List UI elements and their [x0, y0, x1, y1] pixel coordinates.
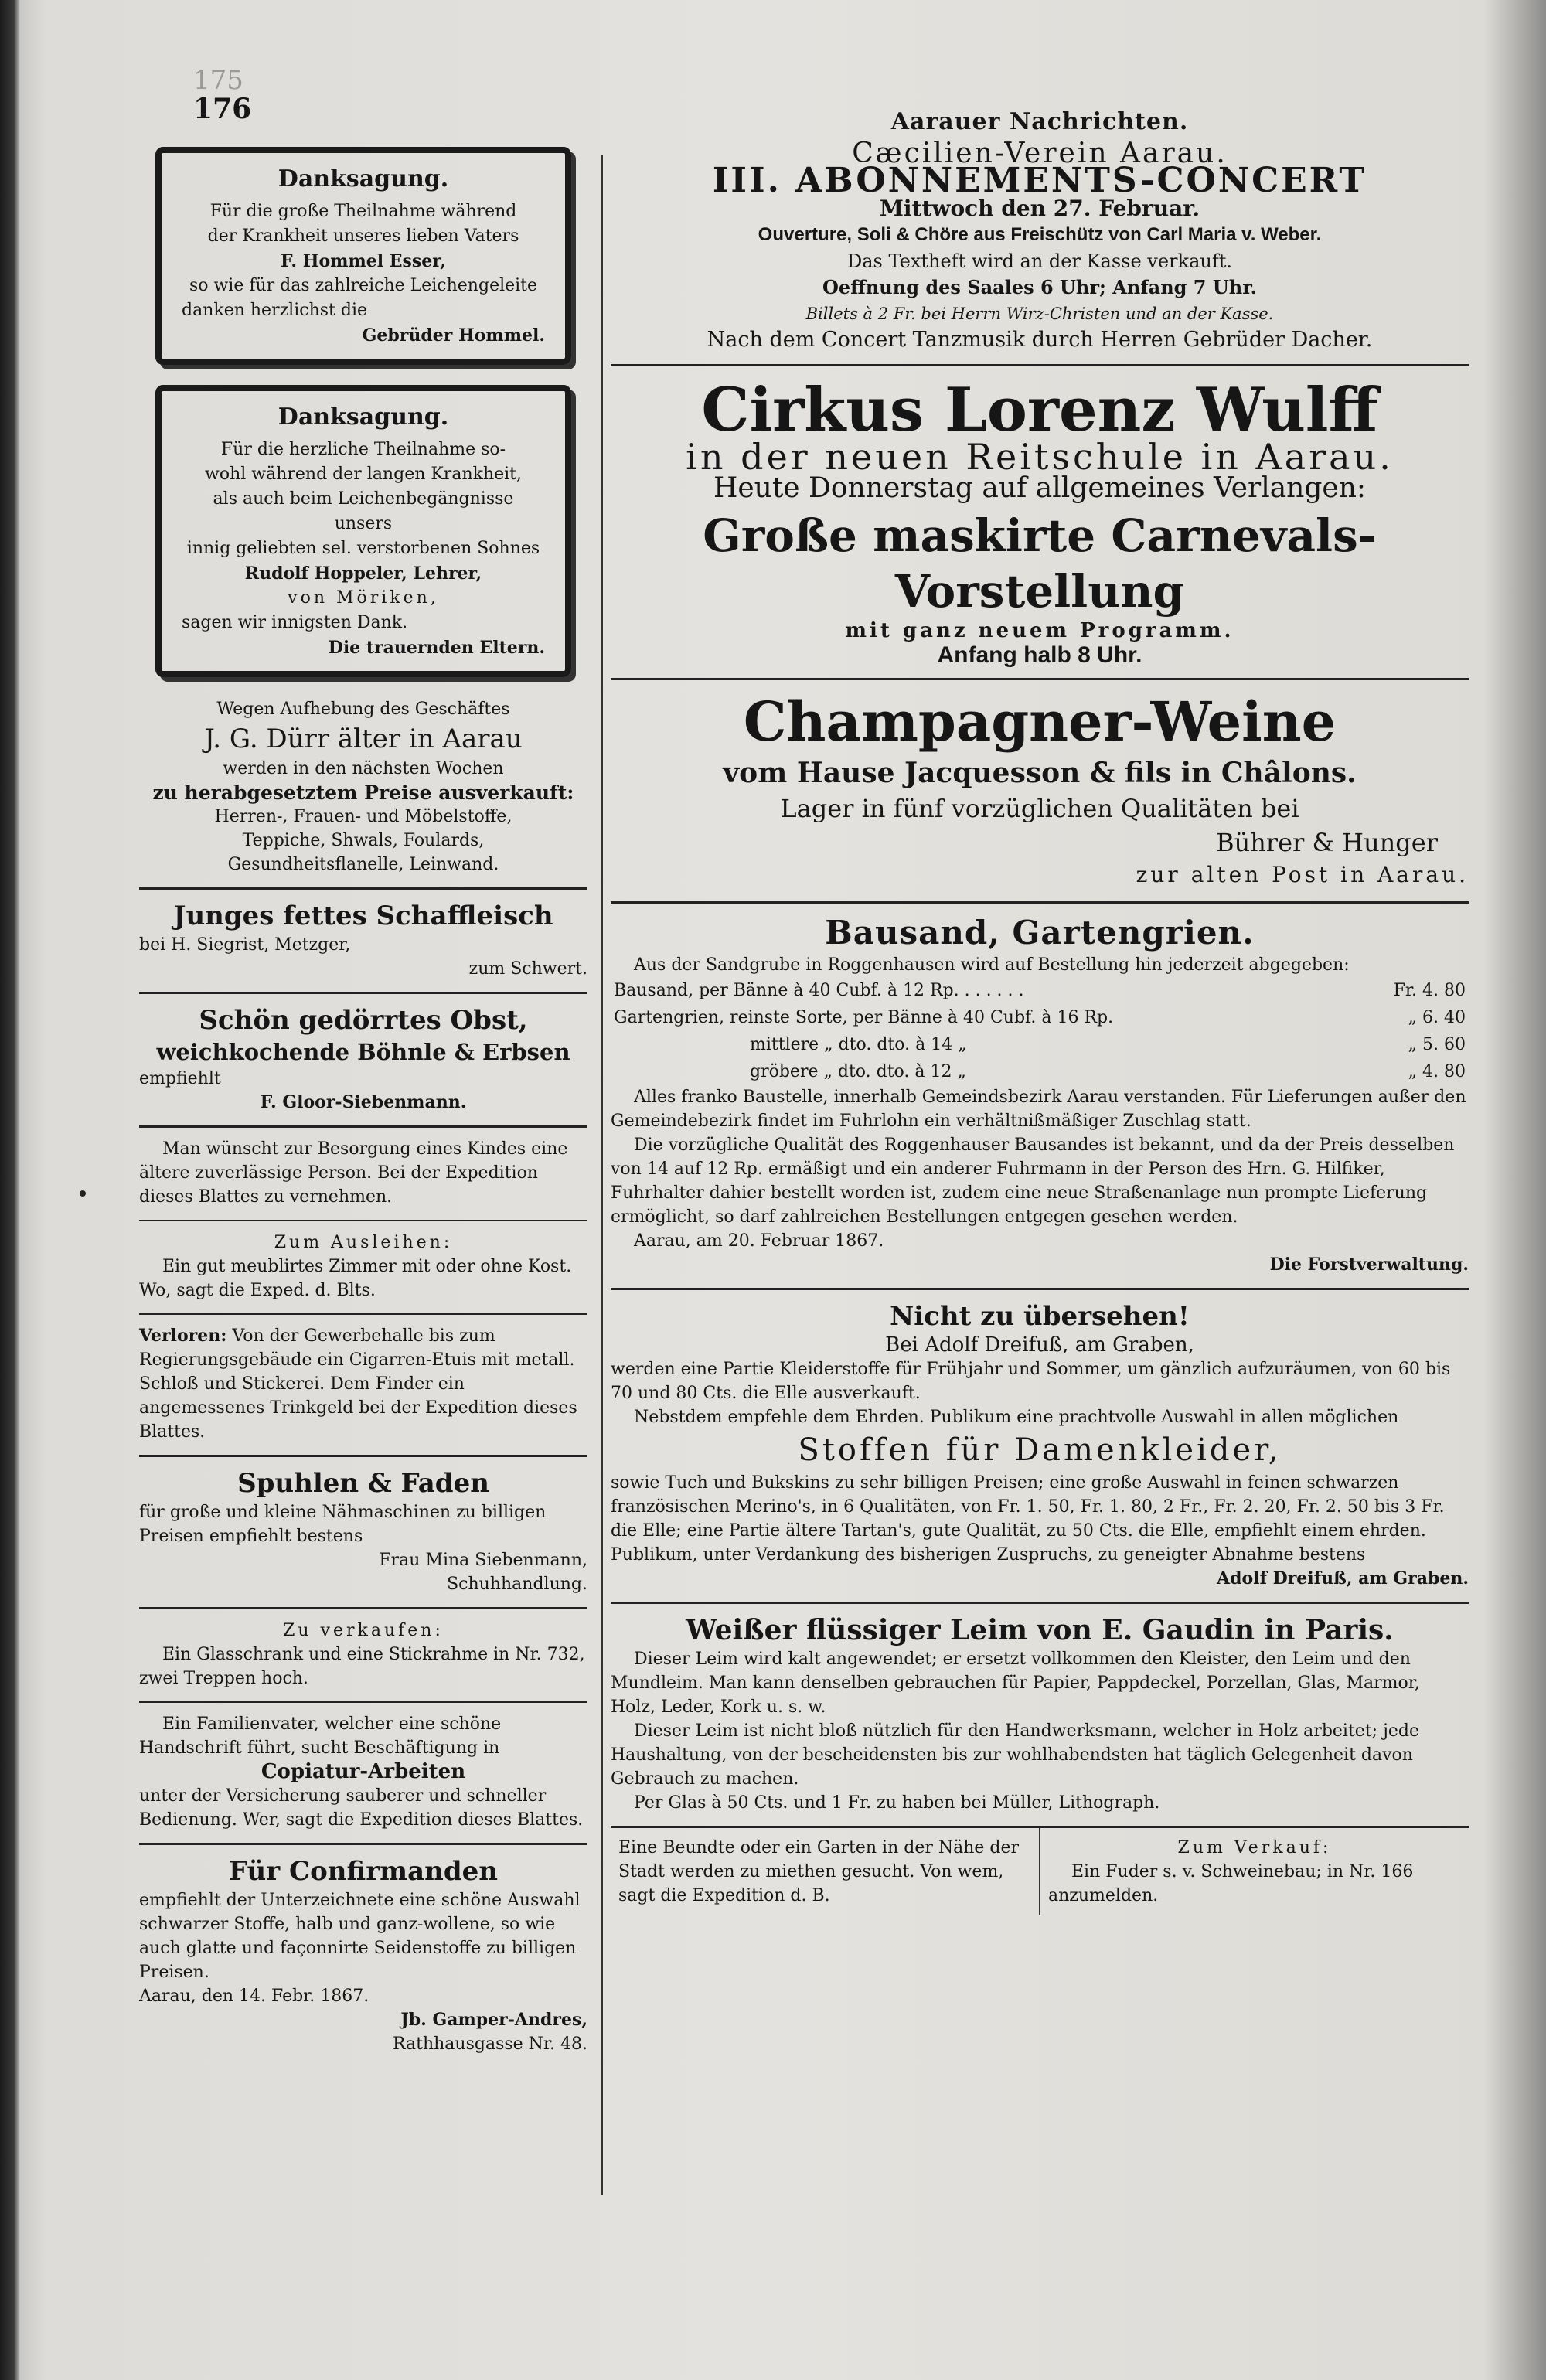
danksagung-line: F. Hommel Esser,: [281, 251, 446, 271]
confirmanden-address: Rathhausgasse Nr. 48.: [392, 2034, 587, 2054]
dreifuss-signature: Adolf Dreifuß, am Graben.: [1217, 1568, 1469, 1588]
ad-duerr: [139, 697, 587, 877]
danksagung-line: Für die herzliche Theilnahme so-: [220, 440, 506, 459]
right-column: [611, 108, 1469, 1915]
ghost-page-number: 175: [193, 65, 243, 96]
caecilien-textheft: Das Textheft wird an der Kasse verkauft.: [847, 250, 1232, 272]
price-value: „ 6. 40: [1408, 1008, 1466, 1027]
bausand-paragraph: Die vorzügliche Qualität des Roggenhauser Bausandes ist bekannt, und da der Preis desselben von 14 auf 12 Rp. ermäßigt und ein anderer Fuhrmann in der Person des Hrn. G. Hilfiker, Fuhrhalter dahier bestellt worden ist, zudem eine neue Straßenanlage nun prompte Lieferung ermöglicht, so darf zahlreichen Bestellungen entgegen gesehen werden.: [611, 1136, 1455, 1227]
divider: [139, 992, 587, 994]
bausand-intro: Aus der Sandgrube in Roggenhausen wird auf Bestellung hin jederzeit abgegeben:: [634, 955, 1350, 975]
divider: [139, 1455, 587, 1457]
bausand-price-table: [611, 977, 1469, 1085]
zum-verkauf-text: Ein Fuder s. v. Schweinebau; in Nr. 166 anzumelden.: [1048, 1862, 1414, 1905]
schaffleisch-line: bei H. Siegrist, Metzger,: [139, 935, 351, 955]
danksagung-line: Rudolf Hoppeler, Lehrer,: [244, 564, 482, 584]
ad-spuhlen: [139, 1466, 587, 1596]
divider: [611, 901, 1469, 904]
caecilien-title: Cæcilien-Verein Aarau.: [852, 138, 1228, 169]
caecilien-concert: III. ABONNEMENTS-CONCERT: [712, 161, 1367, 200]
confirmanden-date: Aarau, den 14. Febr. 1867.: [139, 1987, 369, 2006]
price-item: Bausand, per Bänne à 40 Cubf. à 12 Rp. . . . . . .: [614, 981, 1024, 1000]
obst-line: empfiehlt: [139, 1069, 221, 1088]
spuhlen-text: für große und kleine Nähmaschinen zu billigen Preisen empfiehlt bestens: [139, 1503, 547, 1546]
divider: [611, 1288, 1469, 1290]
verloren-text: Von der Gewerbehalle bis zum Regierungsgebäude ein Cigarren-Etuis mit metall. Schloß und Stickerei. Dem Finder ein angemessenes Trinkgeld bei der Expedition dieses Blattes.: [139, 1326, 577, 1442]
danksagung-line: von Möriken,: [288, 588, 439, 608]
leim-paragraph: Dieser Leim ist nicht bloß nützlich für den Handwerksmann, welcher in Holz arbeitet; jede Haushaltung, von der bescheidensten bis zur wohlhabendsten hat täglich Gelegenheit davon Gebrauch zu machen.: [611, 1721, 1420, 1789]
confirmanden-text: empfiehlt der Unterzeichnete eine schöne Auswahl schwarzer Stoffe, halb und ganz-wollene, so wie auch glatte und façonnirte Seidenstoffe zu billigen Preisen.: [139, 1891, 581, 1982]
column-divider: [601, 155, 603, 2195]
divider: [139, 1607, 587, 1609]
duerr-line: Herren-, Frauen- und Möbelstoffe,: [214, 807, 512, 826]
table-row: [611, 1004, 1469, 1031]
verloren-label: Verloren:: [139, 1326, 227, 1346]
zum-verkauf-heading: Zum Verkauf:: [1177, 1838, 1332, 1857]
price-item: gröbere „ dto. dto. à 12 „: [750, 1062, 966, 1081]
ad-caecilien-verein: [611, 138, 1469, 353]
leim-title: Weißer flüssiger Leim von E. Gaudin in Paris.: [686, 1614, 1394, 1646]
dreifuss-paragraph: Nebstdem empfehle dem Ehrden. Publikum eine prachtvolle Auswahl in allen möglichen: [634, 1408, 1399, 1427]
cirkus-title: Cirkus Lorenz Wulff: [701, 375, 1378, 445]
familienvater-text: Ein Familienvater, welcher eine schöne Handschrift führt, sucht Beschäftigung in: [139, 1714, 502, 1758]
price-value: Fr. 4. 80: [1393, 981, 1466, 1000]
familienvater-highlight: Copiatur-Arbeiten: [261, 1760, 466, 1783]
divider: [139, 1220, 587, 1221]
danksagung-hoppeler: [155, 385, 571, 677]
danksagung-signature: Gebrüder Hommel.: [362, 325, 545, 346]
ad-champagner: [611, 689, 1469, 890]
divider: [611, 678, 1469, 680]
bottom-ads-row: [611, 1826, 1469, 1915]
price-item: mittlere „ dto. dto. à 14 „: [750, 1035, 967, 1054]
caecilien-date: Mittwoch den 27. Februar.: [879, 196, 1200, 221]
ausleihen-text: Ein gut meublirtes Zimmer mit oder ohne Kost. Wo, sagt die Exped. d. Blts.: [139, 1257, 572, 1300]
caecilien-billets: Billets à 2 Fr. bei Herrn Wirz-Christen und an der Kasse.: [805, 305, 1274, 323]
duerr-line: Teppiche, Shwals, Foulards,: [242, 831, 485, 850]
ad-familienvater: [139, 1712, 587, 1832]
ad-leim: [611, 1613, 1469, 1815]
caecilien-program: Ouverture, Soli & Chöre aus Freischütz von Carl Maria v. Weber.: [758, 224, 1322, 245]
ad-beundte: [611, 1828, 1040, 1915]
danksagung-hommel: [155, 147, 571, 365]
ad-cirkus: [611, 376, 1469, 667]
ink-dot: [80, 1190, 86, 1197]
masthead: Aarauer Nachrichten.: [890, 108, 1189, 135]
price-value: „ 4. 80: [1408, 1062, 1466, 1081]
ad-obst: [139, 1003, 587, 1115]
cirkus-program: mit ganz neuem Programm.: [845, 619, 1234, 642]
obst-name: F. Gloor-Siebenmann.: [260, 1092, 467, 1112]
cirkus-place: in der neuen Reitschule in Aarau.: [686, 436, 1394, 478]
cirkus-today: Heute Donnerstag auf allgemeines Verlangen:: [713, 472, 1367, 504]
dreifuss-line: Bei Adolf Dreifuß, am Graben,: [885, 1333, 1194, 1357]
champagner-title: Champagner-Weine: [743, 689, 1337, 754]
page-number: 176: [193, 93, 252, 125]
leim-paragraph: Per Glas à 50 Cts. und 1 Fr. zu haben bei Müller, Lithograph.: [634, 1793, 1160, 1813]
cirkus-show: Große maskirte Carnevals-Vorstellung: [703, 509, 1377, 618]
dreifuss-paragraph: sowie Tuch und Bukskins zu sehr billigen Preisen; eine große Auswahl in feinen schwarzen französischen Merino's, in 6 Qualitäten, von Fr. 1. 50, Fr. 1. 80, 2 Fr., Fr. 2. 20, Fr. 2. 50 bis 3 Fr. die Elle; eine Partie ältere Tartan's, gute Qualität, zu 50 Cts. die Elle, empfiehlt einem ehrden. Publikum, unter Verdankung des bisherigen Zuspruchs, zu geneigter Abnahme bestens: [611, 1473, 1445, 1565]
danksagung-line: als auch beim Leichenbegängnisse unsers: [213, 489, 514, 533]
verkaufen-text: Ein Glasschrank und eine Stickrahme in Nr. 732, zwei Treppen hoch.: [139, 1645, 585, 1688]
familienvater-text2: unter der Versicherung sauberer und schneller Bedienung. Wer, sagt die Expedition dieses Blattes.: [139, 1786, 584, 1830]
verkaufen-heading: Zu verkaufen:: [283, 1621, 444, 1640]
duerr-line: zu herabgesetztem Preise ausverkauft:: [152, 781, 574, 804]
schaffleisch-title: Junges fettes Schaffleisch: [173, 901, 553, 931]
dreifuss-title: Nicht zu übersehen!: [890, 1301, 1190, 1332]
ad-confirmanden: [139, 1854, 587, 2056]
ausleihen-heading: Zum Ausleihen:: [274, 1233, 453, 1252]
duerr-intro: Wegen Aufhebung des Geschäftes: [216, 700, 510, 719]
danksagung-line: der Krankheit unseres lieben Vaters: [207, 226, 519, 246]
divider: [139, 1125, 587, 1128]
duerr-line: Gesundheitsflanelle, Leinwand.: [227, 855, 499, 874]
obst-title: Schön gedörrtes Obst,: [199, 1005, 528, 1036]
dreifuss-stoffe: Stoffen für Damenkleider,: [798, 1432, 1282, 1468]
divider: [139, 1313, 587, 1315]
danksagung-line: sagen wir innigsten Dank.: [182, 613, 408, 632]
divider: [611, 364, 1469, 366]
champagner-firm: Bührer & Hunger: [1216, 828, 1438, 857]
ad-dreifuss: [611, 1299, 1469, 1591]
danksagung-heading: Danksagung.: [278, 403, 449, 431]
dreifuss-paragraph: werden eine Partie Kleiderstoffe für Frühjahr und Sommer, um gänzlich aufzuräumen, von 60 bis 70 und 80 Cts. die Elle ausverkauft.: [611, 1360, 1451, 1403]
left-column: [139, 147, 587, 2067]
price-value: „ 5. 60: [1408, 1035, 1466, 1054]
schaffleisch-line: zum Schwert.: [468, 959, 587, 979]
champagner-house: vom Hause Jacquesson & fils in Châlons.: [723, 757, 1357, 789]
confirmanden-name: Jb. Gamper-Andres,: [400, 2010, 587, 2030]
bausand-paragraph: Alles franko Baustelle, innerhalb Gemeindsbezirk Aarau verstanden. Für Lieferungen außer den Gemeindebezirk findet im Fuhrlohn ein verhältnißmäßiger Zuschlag statt.: [611, 1088, 1466, 1131]
ad-bausand: [611, 913, 1469, 1277]
divider: [139, 1843, 587, 1845]
ad-kind: Man wünscht zur Besorgung eines Kindes eine ältere zuverlässige Person. Bei der Expedition dieses Blattes zu vernehmen.: [139, 1139, 568, 1207]
spuhlen-sub: Schuhhandlung.: [447, 1575, 587, 1594]
table-row: [611, 1031, 1469, 1058]
divider: [611, 1602, 1469, 1604]
danksagung-line: innig geliebten sel. verstorbenen Sohnes: [186, 539, 540, 558]
bausand-signature: Die Forstverwaltung.: [1269, 1255, 1469, 1275]
danksagung-line: wohl während der langen Krankheit,: [205, 465, 522, 484]
danksagung-line: Für die große Theilnahme während: [209, 202, 517, 221]
bausand-date: Aarau, am 20. Februar 1867.: [634, 1231, 884, 1251]
spuhlen-title: Spuhlen & Faden: [237, 1468, 489, 1499]
leim-paragraph: Dieser Leim wird kalt angewendet; er ersetzt vollkommen den Kleister, den Leim und den Mundleim. Man kann denselben gebrauchen für Papier, Pappdeckel, Porzellan, Glas, Marmor, Holz, Leder, Kork u. s. w.: [611, 1650, 1420, 1717]
caecilien-opening: Oeffnung des Saales 6 Uhr; Anfang 7 Uhr.: [822, 276, 1258, 298]
danksagung-signature: Die trauernden Eltern.: [328, 638, 545, 658]
cirkus-start: Anfang halb 8 Uhr.: [937, 642, 1142, 668]
danksagung-line: so wie für das zahlreiche Leichengeleite: [189, 276, 538, 295]
divider: [139, 887, 587, 890]
danksagung-line: danken herzlichst die: [182, 301, 368, 320]
champagner-lager: Lager in fünf vorzüglichen Qualitäten bei: [780, 794, 1299, 823]
spuhlen-name: Frau Mina Siebenmann,: [379, 1551, 587, 1570]
ad-verkaufen: [139, 1619, 587, 1691]
champagner-address: zur alten Post in Aarau.: [1136, 862, 1469, 887]
price-item: Gartengrien, reinste Sorte, per Bänne à 40 Cubf. à 16 Rp.: [614, 1008, 1114, 1027]
ad-verloren: [139, 1324, 587, 1444]
duerr-line: werden in den nächsten Wochen: [223, 759, 504, 778]
ad-schaffleisch: [139, 899, 587, 981]
table-row: [611, 1058, 1469, 1085]
ad-zum-verkauf: [1040, 1828, 1469, 1915]
table-row: [611, 977, 1469, 1004]
beundte-text: Eine Beundte oder ein Garten in der Nähe der Stadt werden zu miethen gesucht. Von wem, sagt die Expedition d. B.: [618, 1838, 1020, 1905]
confirmanden-title: Für Confirmanden: [229, 1856, 498, 1887]
ad-ausleihen: [139, 1231, 587, 1302]
obst-subtitle: weichkochende Böhnle & Erbsen: [156, 1039, 570, 1065]
caecilien-after: Nach dem Concert Tanzmusik durch Herren Gebrüder Dacher.: [707, 328, 1373, 352]
danksagung-heading: Danksagung.: [278, 165, 449, 192]
bausand-title: Bausand, Gartengrien.: [825, 914, 1255, 952]
duerr-name: J. G. Dürr älter in Aarau: [204, 724, 523, 754]
divider: [139, 1701, 587, 1703]
